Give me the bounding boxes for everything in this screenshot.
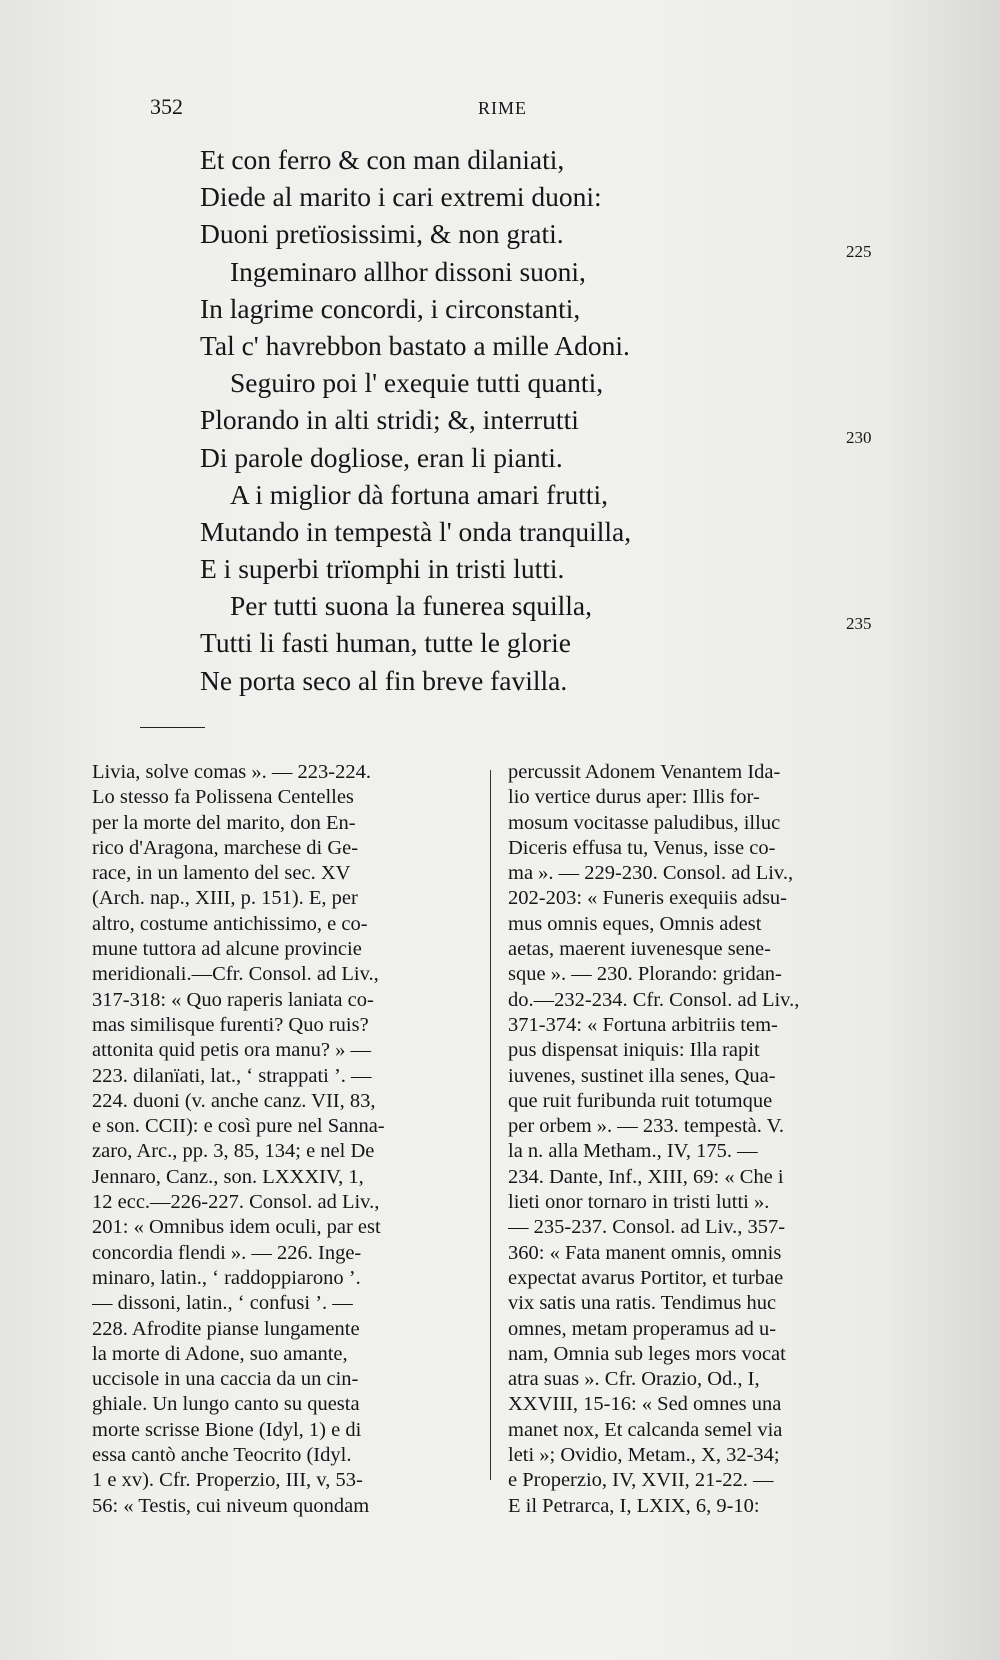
line-number-230: 230 [846,428,872,447]
verse-line: A i miglior dà fortuna amari frutti, [230,478,609,510]
verse-line: Tutti li fasti human, tutte le glorie [200,627,571,659]
note-line: 1 e xv). Cfr. Properzio, III, v, 53- [92,1469,363,1492]
note-line: lieti onor tornaro in tristi lutti ». [508,1191,770,1214]
note-line: concordia flendi ». — 226. Inge- [92,1241,362,1264]
note-line: 228. Afrodite pianse lungamente [92,1317,360,1340]
verse-line: Di parole dogliose, eran li pianti. [200,441,563,473]
note-line: attonita quid petis ora manu? » — [92,1039,371,1062]
note-line: morte scrisse Bione (Idyl, 1) e di [92,1418,362,1441]
note-line: ma ». — 229-230. Consol. ad Liv., [508,862,794,885]
note-line: manet nox, Et calcanda semel via [508,1418,783,1441]
line-number-235: 235 [846,614,872,633]
note-line: uccisole in una caccia da un cin- [92,1368,359,1391]
verse-line: Ingeminaro allhor dissoni suoni, [230,255,586,287]
note-line: leti »; Ovidio, Metam., X, 32-34; [508,1444,780,1467]
note-line: ghiale. Un lungo canto su questa [92,1393,360,1416]
note-line: 223. dilanïati, lat., ‘ strappati ’. — [92,1064,372,1087]
note-line: 371-374: « Fortuna arbitriis tem- [508,1013,778,1036]
note-line: la morte di Adone, suo amante, [92,1342,348,1365]
note-line: atra suas ». Cfr. Orazio, Od., I, [508,1368,760,1391]
note-line: — dissoni, latin., ‘ confusi ’. — [92,1292,353,1315]
note-line: expectat avarus Portitor, et turbae [508,1266,784,1289]
note-line: omnes, metam properamus ad u- [508,1317,777,1340]
note-line: XXVIII, 15-16: « Sed omnes una [508,1393,782,1416]
note-line: vix satis una ratis. Tendimus huc [508,1292,777,1315]
note-line: iuvenes, sustinet illa senes, Qua- [508,1064,776,1087]
note-line: per la morte del marito, don En- [92,811,356,834]
note-line: Livia, solve comas ». — 223-224. [92,761,371,783]
notes-column-left [92,760,468,1519]
poem-verses [200,141,760,699]
notes-column-right [508,760,882,1519]
note-line: mosum vocitasse paludibus, illuc [508,811,781,834]
note-line: 224. duoni (v. anche canz. VII, 83, [92,1089,376,1112]
verse-line: Tal c' havrebbon bastato a mille Adoni. [200,329,630,361]
note-line: zaro, Arc., pp. 3, 85, 134; e nel De [92,1140,375,1163]
note-line: mune tuttora ad alcune provincie [92,938,362,961]
notes-column-divider [490,770,491,1480]
note-line: — 235-237. Consol. ad Liv., 357- [508,1216,786,1239]
note-line: Jennaro, Canz., son. LXXXIV, 1, [92,1165,364,1188]
note-line: nam, Omnia sub leges mors vocat [508,1342,786,1365]
note-line: percussit Adonem Venantem Ida- [508,761,781,783]
note-line: 201: « Omnibus idem oculi, par est [92,1216,381,1239]
note-line: 12 ecc.—226-227. Consol. ad Liv., [92,1191,380,1214]
note-line: meridionali.—Cfr. Consol. ad Liv., [92,963,379,986]
page-number: 352 [150,94,183,119]
note-line: 360: « Fata manent omnis, omnis [508,1241,782,1264]
note-line: essa cantò anche Teocrito (Idyl. [92,1444,352,1467]
note-line: altro, costume antichissimo, e co- [92,912,368,935]
notes-separator-rule [140,727,205,728]
verse-line: E i superbi trïomphi in tristi lutti. [200,553,565,585]
line-number-225: 225 [846,242,872,261]
verse-line: Seguiro poi l' exequie tutti quanti, [230,367,604,399]
note-line: minaro, latin., ‘ raddoppiarono ’. [92,1266,361,1289]
note-line: E il Petrarca, I, LXIX, 6, 9-10: [508,1494,760,1517]
verse-line: Duoni pretïosissimi, & non grati. [200,218,564,250]
note-line: e Properzio, IV, XVII, 21-22. — [508,1469,774,1492]
note-line: (Arch. nap., XIII, p. 151). E, per [92,887,358,910]
note-line: e son. CCII): e così pure nel Sanna- [92,1115,385,1138]
verse-line: Per tutti suona la funerea squilla, [230,590,592,622]
note-line: 317-318: « Quo raperis laniata co- [92,988,374,1011]
verse-line: Plorando in alti stridi; &, interrutti [200,404,579,436]
running-title: RIME [478,98,527,118]
verse-line: Diede al marito i cari extremi duoni: [200,181,602,213]
note-line: do.—232-234. Cfr. Consol. ad Liv., [508,988,800,1011]
note-line: sque ». — 230. Plorando: gridan- [508,963,782,986]
verse-line: Et con ferro & con man dilaniati, [200,144,565,175]
note-line: Diceris effusa tu, Venus, isse co- [508,836,776,859]
note-line: mas similisque furenti? Quo ruis? [92,1013,369,1036]
note-line: pus dispensat iniquis: Illa rapit [508,1039,760,1062]
note-line: que ruit furibunda ruit totumque [508,1089,773,1112]
note-line: 56: « Testis, cui niveum quondam [92,1494,370,1517]
note-line: la n. alla Metham., IV, 175. — [508,1140,758,1163]
page-edge-shadow [880,0,1000,1660]
note-line: 202-203: « Funeris exequiis adsu- [508,887,787,910]
note-line: per orbem ». — 233. tempestà. V. [508,1115,784,1138]
verse-line: Ne porta seco al fin breve favilla. [200,664,568,696]
note-line: Lo stesso fa Polissena Centelles [92,786,354,809]
verse-line: Mutando in tempestà l' onda tranquilla, [200,515,632,547]
note-line: lio vertice durus aper: Illis for- [508,786,760,809]
note-line: mus omnis eques, Omnis adest [508,912,762,935]
note-line: race, in un lamento del sec. XV [92,862,351,885]
note-line: rico d'Aragona, marchese di Ge- [92,836,359,859]
note-line: aetas, maerent iuvenesque sene- [508,938,771,961]
verse-line: In lagrime concordi, i circonstanti, [200,292,581,324]
note-line: 234. Dante, Inf., XIII, 69: « Che i [508,1165,784,1188]
